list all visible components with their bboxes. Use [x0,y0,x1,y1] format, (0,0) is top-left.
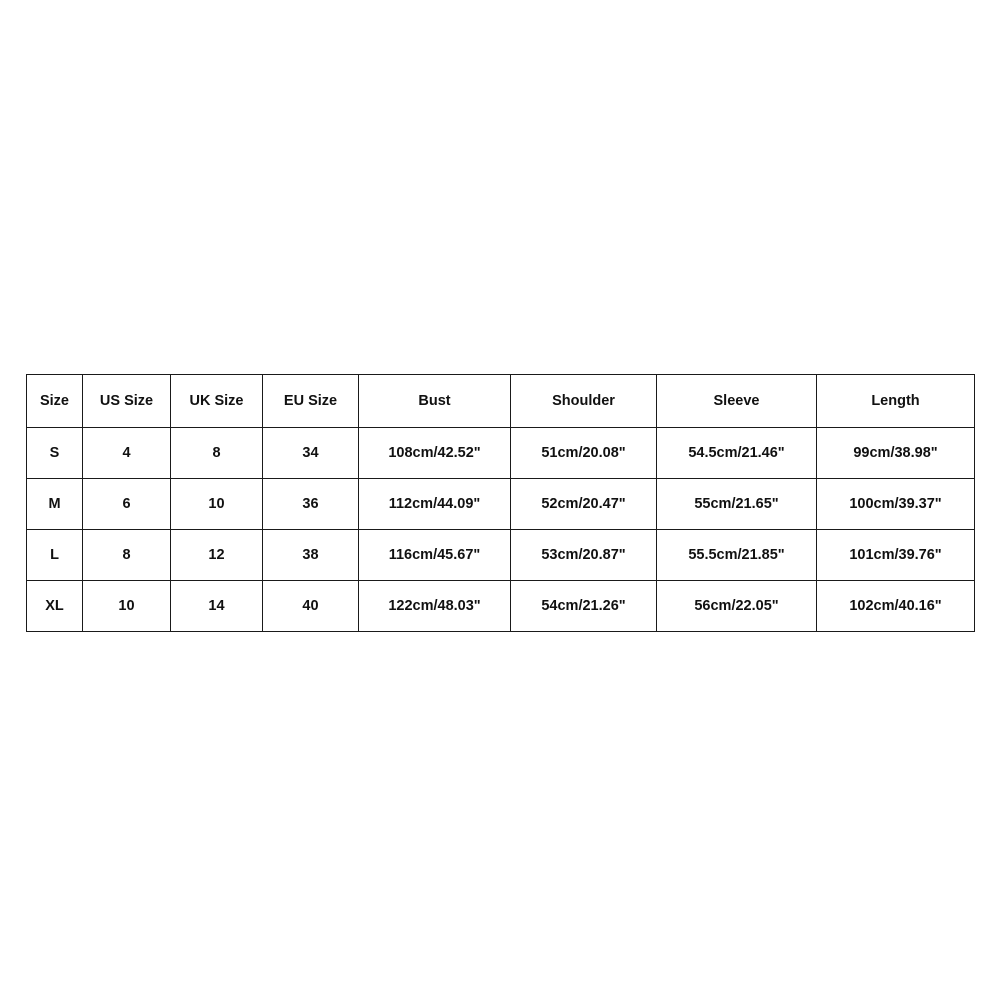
cell-uk-size: 10 [171,479,263,530]
cell-size: XL [27,581,83,632]
size-chart-container [26,374,974,632]
cell-eu-size: 40 [263,581,359,632]
column-header-eu-size: EU Size [263,375,359,428]
cell-length: 100cm/39.37" [817,479,975,530]
column-header-us-size: US Size [83,375,171,428]
table-row [27,530,975,581]
cell-size: M [27,479,83,530]
table-row [27,581,975,632]
column-header-sleeve: Sleeve [657,375,817,428]
cell-eu-size: 38 [263,530,359,581]
cell-us-size: 6 [83,479,171,530]
column-header-size: Size [27,375,83,428]
table-header-row [27,375,975,428]
cell-size: L [27,530,83,581]
cell-shoulder: 52cm/20.47" [511,479,657,530]
cell-sleeve: 54.5cm/21.46" [657,428,817,479]
cell-bust: 112cm/44.09" [359,479,511,530]
column-header-length: Length [817,375,975,428]
cell-bust: 116cm/45.67" [359,530,511,581]
cell-sleeve: 55.5cm/21.85" [657,530,817,581]
cell-uk-size: 8 [171,428,263,479]
cell-us-size: 10 [83,581,171,632]
cell-shoulder: 53cm/20.87" [511,530,657,581]
cell-eu-size: 34 [263,428,359,479]
cell-eu-size: 36 [263,479,359,530]
column-header-bust: Bust [359,375,511,428]
cell-sleeve: 55cm/21.65" [657,479,817,530]
cell-uk-size: 14 [171,581,263,632]
cell-length: 101cm/39.76" [817,530,975,581]
column-header-uk-size: UK Size [171,375,263,428]
cell-sleeve: 56cm/22.05" [657,581,817,632]
cell-bust: 122cm/48.03" [359,581,511,632]
cell-shoulder: 51cm/20.08" [511,428,657,479]
table-row [27,479,975,530]
cell-us-size: 4 [83,428,171,479]
column-header-shoulder: Shoulder [511,375,657,428]
table-row [27,428,975,479]
cell-uk-size: 12 [171,530,263,581]
cell-bust: 108cm/42.52" [359,428,511,479]
size-chart-table [26,374,975,632]
cell-us-size: 8 [83,530,171,581]
cell-length: 102cm/40.16" [817,581,975,632]
cell-length: 99cm/38.98" [817,428,975,479]
cell-size: S [27,428,83,479]
cell-shoulder: 54cm/21.26" [511,581,657,632]
